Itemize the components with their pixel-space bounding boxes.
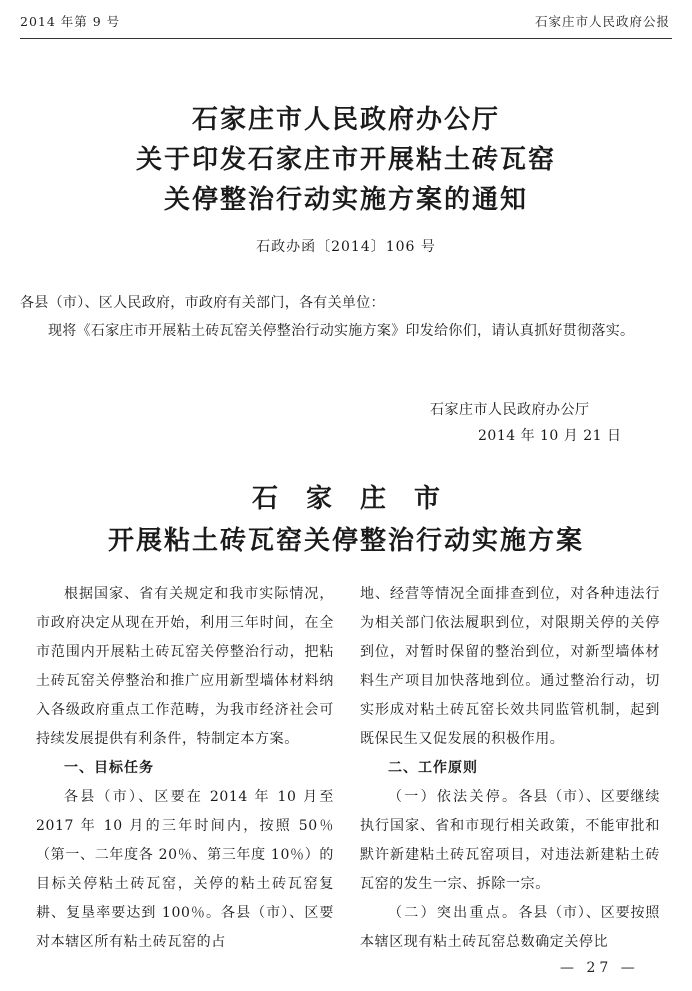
left-column	[36, 580, 334, 957]
plan-paragraph-1: 根据国家、省有关规定和我市实际情况，市政府决定从现在开始，利用三年时间，在全市范围内开展粘土砖瓦窑关停整治行动，把粘土砖瓦窑关停整治和推广应用新型墙体材料纳入各级政府重点工作范畴，为我市经济社会可持续发展提供有利条件，特制定本方案。	[36, 586, 334, 747]
header-publication: 石家庄市人民政府公报	[534, 14, 670, 29]
signature-organization: 石家庄市人民政府办公厅	[430, 402, 590, 418]
plan-title-line-2: 开展粘土砖瓦窑关停整治行动实施方案	[107, 526, 584, 556]
salutation: 各县（市）、区人民政府，市政府有关部门，各有关单位：	[20, 295, 385, 311]
header-divider	[20, 38, 672, 39]
principle-1	[360, 783, 660, 899]
document-number: 石政办函〔2014〕106 号	[256, 239, 436, 255]
plan-paragraph-2-continued: 地、经营等情况全面排查到位，对各种违法行为相关部门依法履职到位，对限期关停的关停到位，对暂时保留的整治到位，对新型墙体材料生产项目加快落地到位。通过整治行动，切实形成对粘土砖瓦窑长效共同监管机制，起到既保民生又促发展的积极作用。	[360, 586, 660, 747]
notice-title-line-3: 关停整治行动实施方案的通知	[163, 185, 528, 215]
principle-2-label: （二）突出重点。	[388, 905, 519, 921]
notice-title-line-1: 石家庄市人民政府办公厅	[191, 105, 500, 135]
plan-paragraph-2: 各县（市）、区要在 2014 年 10 月至 2017 年 10 月的三年时间内，按照 50％（第一、二年度各 20％、第三年度 10％）的目标关停粘土砖瓦窑，关停的粘土砖瓦窑复耕、复垦率要达到 100％。各县（市）、区要对本辖区所有粘土砖瓦窑的占	[36, 789, 334, 950]
signature-date: 2014 年 10 月 21 日	[478, 428, 622, 444]
right-column	[360, 580, 660, 957]
section-heading-targets: 一、目标任务	[64, 760, 154, 776]
principle-2-text: 各县（市）、区要按照本辖区现有粘土砖瓦窑总数确定关停比	[360, 905, 661, 950]
principle-1-label: （一）依法关停。	[388, 789, 519, 805]
principle-2	[360, 899, 660, 957]
plan-title-line-1: 石家庄市	[251, 484, 468, 514]
principle-1-text: 各县（市）、区要继续执行国家、省和市现行相关政策，不能审批和默许新建粘土砖瓦窑项目，对违法新建粘土砖瓦窑的发生一宗、拆除一宗。	[360, 789, 661, 892]
page-number: — 27 —	[560, 960, 639, 976]
notice-title-line-2: 关于印发石家庄市开展粘土砖瓦窑	[135, 145, 556, 175]
notice-title	[0, 100, 692, 220]
header-issue: 2014 年第 9 号	[20, 14, 121, 29]
section-heading-principles: 二、工作原则	[388, 760, 478, 776]
intro-paragraph: 现将《石家庄市开展粘土砖瓦窑关停整治行动实施方案》印发给你们，请认真抓好贯彻落实。	[48, 323, 635, 339]
